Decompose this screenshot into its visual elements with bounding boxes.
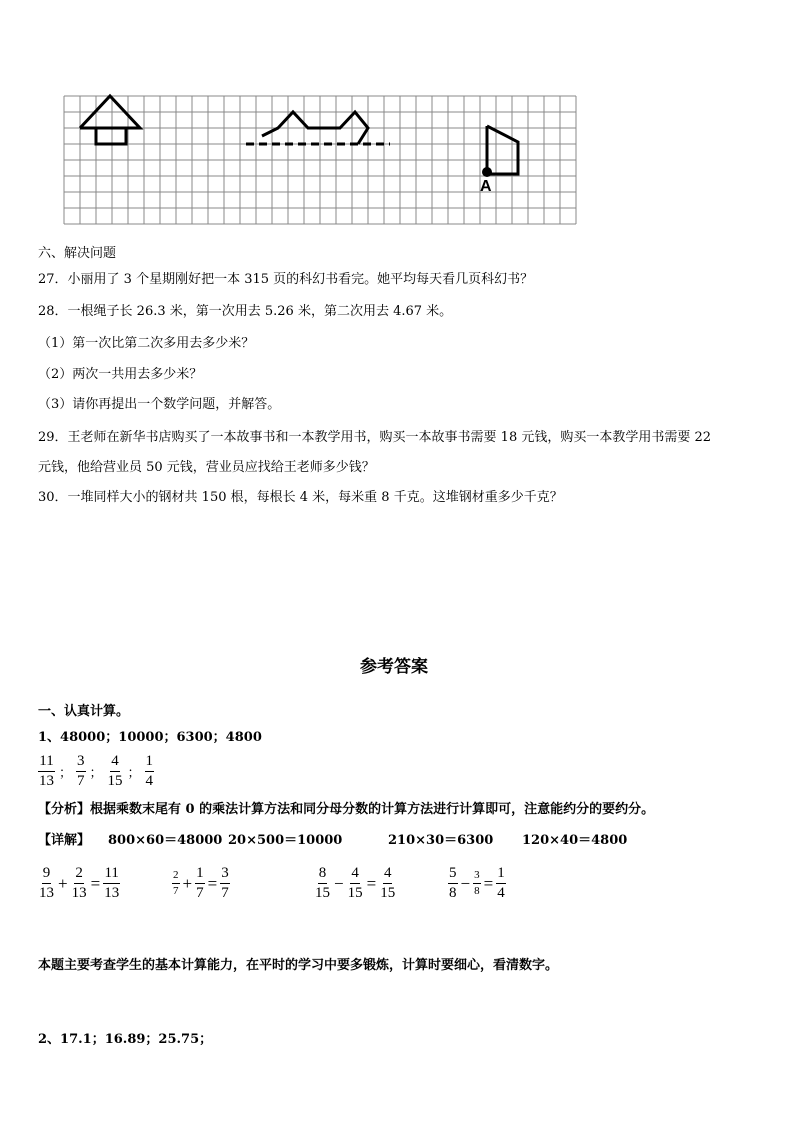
point-a-dot <box>482 167 492 177</box>
answers-section1: 一、认真计算。 <box>38 704 130 719</box>
fraction: $\frac{3}{7}$ <box>77 753 85 789</box>
separator: ； <box>89 766 103 781</box>
summary-text: 本题主要考查学生的基本计算能力，在平时的学习中要多锻炼，计算时要细心，看清数字。 <box>38 958 559 973</box>
fraction: $\frac{1}{4}$ <box>145 753 154 789</box>
grid-figure <box>0 0 794 240</box>
grid-lines <box>64 96 576 224</box>
question-29-line2: 元钱，他给营业员 50 元钱，营业员应找给王老师多少钱？ <box>38 460 375 475</box>
analysis-text: 【分析】根据乘数末尾有 0 的乘法计算方法和同分母分数的计算方法进行计算即可，注意能约分的要约分。 <box>38 802 655 817</box>
answer-1-fractions <box>38 754 154 789</box>
separator: ； <box>59 766 73 781</box>
answer-2: 2、17.1；16.89；25.75； <box>38 1032 213 1047</box>
separator: ； <box>127 766 141 781</box>
detail-equation: 800×60＝48000 <box>108 833 223 848</box>
fraction-equation: $\frac{5}{8}$ − $\frac{3}{8}$ = $\frac{1}{4}$ <box>449 865 505 901</box>
fraction-equation: $\frac{2}{7}$ + $\frac{1}{7}$ = $\frac{3}{7}$ <box>173 865 229 901</box>
house-shape <box>80 96 140 144</box>
detail-equation: 210×30＝6300 <box>388 833 494 848</box>
detail-label: 【详解】 <box>38 833 91 848</box>
question-27: 27．小丽用了 3 个星期刚好把一本 315 页的科幻书看完。她平均每天看几页科幻书？ <box>38 272 534 287</box>
detail-equation: 20×500＝10000 <box>228 833 343 848</box>
fraction-equation: $\frac{9}{13}$ + $\frac{2}{13}$ = $\frac{11}{13}$ <box>39 865 120 901</box>
answer-1: 1、48000；10000；6300；4800 <box>38 730 262 745</box>
fraction-equation: $\frac{8}{15}$ − $\frac{4}{15}$ = $\frac{4}{15}$ <box>315 865 396 901</box>
detail-equation: 120×40＝4800 <box>522 833 628 848</box>
question-28-part3: （3）请你再提出一个数学问题，并解答。 <box>38 397 281 412</box>
section6-heading: 六、解决问题 <box>38 246 117 261</box>
point-a-label: A <box>480 178 492 195</box>
fraction: $\frac{4}{15}$ <box>107 753 123 789</box>
quadrilateral-shape <box>487 126 518 174</box>
question-28-part2: （2）两次一共用去多少米？ <box>38 367 203 382</box>
question-28-part1: （1）第一次比第二次多用去多少米？ <box>38 336 255 351</box>
answers-title: 参考答案 <box>360 657 428 677</box>
question-28: 28．一根绳子长 26.3 米，第一次用去 5.26 米，第二次用去 4.67 米。 <box>38 304 453 319</box>
question-30: 30．一堆同样大小的钢材共 150 根，每根长 4 米，每米重 8 千克。这堆钢材重多少千克？ <box>38 490 563 505</box>
fraction: $\frac{11}{13}$ <box>39 753 54 789</box>
question-29-line1: 29．王老师在新华书店购买了一本故事书和一本教学用书，购买一本故事书需要 18 元钱，购买一本教学用书需要 22 <box>38 430 712 445</box>
